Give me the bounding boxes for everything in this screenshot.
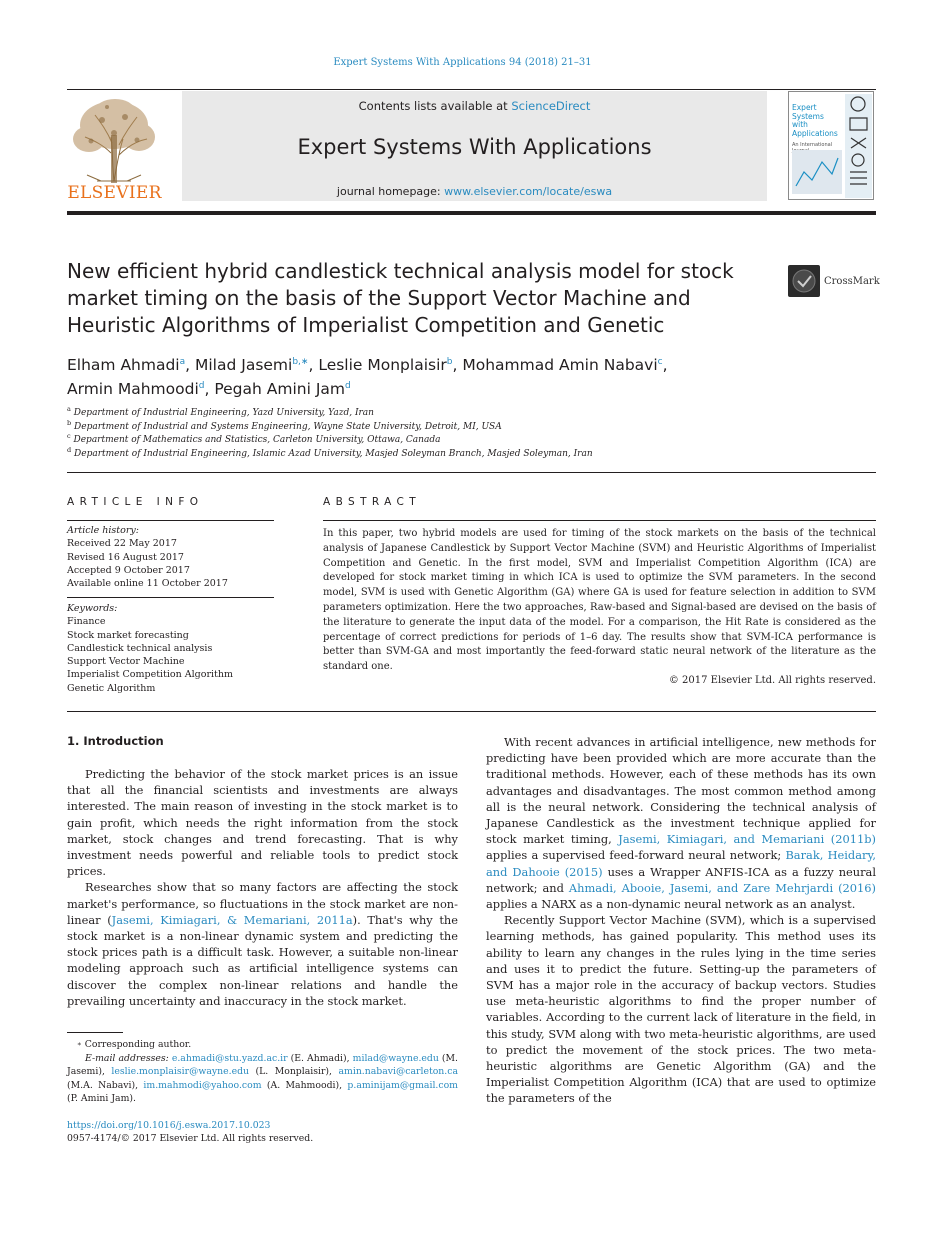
- email-addresses: E-mail addresses: e.ahmadi@stu.yazd.ac.ir (E. Ahmadi), milad@wayne.edu (M. Jasemi), leslie.monplaisir@wayne.edu (L. Monplaisir), amin.nabavi@carleton.ca (M.A. Nabavi), im.mahmodi@yahoo.com (A. Mahmoodi), p.aminijam@gmail.com (P. Amini Jam).: [67, 1052, 459, 1105]
- author-name: Elham Ahmadi: [67, 356, 180, 375]
- citation-link[interactable]: Barak, Heidary, and Dahooie (2015): [486, 848, 876, 879]
- sciencedirect-link[interactable]: ScienceDirect: [511, 99, 591, 113]
- citation-link[interactable]: Jasemi, Kimiagari, & Memariani, 2011a: [111, 912, 353, 927]
- citation-link[interactable]: Jasemi, Kimiagari, and Memariani (2011b): [618, 832, 876, 847]
- citation-link[interactable]: Ahmadi, Abooie, Jasemi, and Zare Mehrjardi (2016): [568, 880, 876, 895]
- history-date: Accepted 9 October 2017: [67, 564, 190, 576]
- paragraph: [67, 766, 458, 879]
- journal-banner: [182, 91, 767, 201]
- paragraph: [67, 879, 458, 1009]
- author-line-2: Armin Mahmoodi$^d$, Pegah Amini Jam$^d$: [67, 380, 351, 399]
- author-line-1: Elham Ahmadi$^a$, Milad Jasemi$^{b,∗}$, Leslie Monplaisir$^b$, Mohammad Amin Nabavi$^c$,: [67, 356, 668, 375]
- email-link[interactable]: milad@wayne.edu: [352, 1052, 439, 1064]
- journal-title: Expert Systems With Applications: [297, 135, 652, 159]
- paragraph-text: With recent advances in artificial intelligence, new methods for predicting have been provided which are more accurate than the traditional methods. However, each of these methods has its own advantages and disadvantages. The most common method among all is the neural network. Considering the technical analysis of Japanese Candlestick as the investment technique applied for stock market timing,: [486, 735, 876, 847]
- keyword: Finance: [67, 616, 106, 628]
- cover-title: Expert Systems with Applications: [792, 103, 838, 138]
- section-rule: [67, 711, 876, 712]
- footnote-rule: [67, 1032, 123, 1033]
- keywords: Keywords: Finance Stock market forecasting Candlestick technical analysis Support Vector Machine Imperialist Competition Algorithm Genetic Algorithm: [67, 602, 274, 695]
- elsevier-wordmark: ELSEVIER: [67, 183, 162, 203]
- paragraph-text: uses a Wrapper ANFIS-ICA as a fuzzy neural network; and: [486, 864, 876, 895]
- journal-citation[interactable]: Expert Systems With Applications 94 (2018) 21–31: [333, 57, 592, 68]
- affiliation: $^c$ Department of Mathematics and Statistics, Carleton University, Ottawa, Canada: [67, 432, 441, 445]
- affiliation: $^d$ Department of Industrial Engineering, Islamic Azad University, Masjed Soleyman Branch, Masjed Soleyman, Iran: [67, 445, 593, 459]
- footnote: [67, 1038, 458, 1106]
- author-affil-link[interactable]: a: [179, 357, 186, 367]
- crossmark-icon: [788, 265, 820, 297]
- doi-link[interactable]: https://doi.org/10.1016/j.eswa.2017.10.023: [67, 1120, 271, 1131]
- author-affil-link[interactable]: b,∗: [292, 357, 309, 367]
- email-link[interactable]: leslie.monplaisir@wayne.edu: [111, 1066, 250, 1078]
- journal-homepage: journal homepage: www.elsevier.com/locate/eswa: [336, 185, 613, 198]
- keyword: Genetic Algorithm: [67, 682, 156, 694]
- paragraph-text: Recently Support Vector Machine (SVM), which is a supervised learning methods, has gained popularity. This method uses its ability to learn any changes in the rules lying in the time series and uses it to predict the future. Setting-up the parameters of SVM has a major role in the accuracy of backup vectors. Studies use meta-heuristic algorithms to find the proper number of variables. According to the current lack of literature in the field, in this study, SVM along with two meta-heuristic algorithms, are used to predict the movement of the stock prices. The two meta-heuristic algorithms are Genetic Algorithm (GA) and the Imperialist Competition Algorithm (ICA) that are used to optimize the parameters of the: [486, 913, 876, 1106]
- email-owner: (A. Mahmoodi),: [261, 1079, 348, 1091]
- cover-figure-icon: [792, 150, 842, 194]
- keyword: Candlestick technical analysis: [67, 642, 213, 654]
- paragraph-text: ). That's why the stock market is a non-linear dynamic system and predicting the stock prices path is a difficult task. However, a suitable non-linear modeling approach such as artificial intelligence systems can discover the complex non-linear relations and handle the prevailing uncertainty and inaccuracy in the stock market.: [67, 912, 458, 1008]
- affiliation: $^b$ Department of Industrial and Systems Engineering, Wayne State University, Detroit, MI, USA: [67, 418, 502, 432]
- header-thick-rule: [67, 211, 876, 215]
- crossmark-badge[interactable]: [788, 265, 880, 297]
- doi-block: [67, 1119, 313, 1145]
- email-owner: (M. Jasemi),: [67, 1052, 458, 1078]
- intro-left-column: [67, 766, 458, 1009]
- author-name: Milad Jasemi: [195, 356, 293, 375]
- author-list: [67, 352, 827, 400]
- author-affil-link[interactable]: d: [345, 381, 351, 392]
- journal-cover[interactable]: [788, 91, 874, 200]
- email-owner: (E. Ahmadi),: [287, 1052, 353, 1064]
- paragraph: [486, 912, 876, 1106]
- author-name: Pegah Amini Jam: [214, 380, 345, 399]
- history-date: Revised 16 August 2017: [67, 551, 184, 563]
- homepage-link[interactable]: www.elsevier.com/locate/eswa: [444, 185, 613, 198]
- abstract-heading: ABSTRACT: [323, 496, 422, 508]
- article-info-heading: ARTICLE INFO: [67, 496, 204, 508]
- keyword: Support Vector Machine: [67, 656, 185, 668]
- section-rule: [67, 472, 876, 473]
- intro-right-column: [486, 734, 876, 1107]
- email-owner: (M.A. Nabavi),: [67, 1079, 144, 1091]
- abstract-copyright: © 2017 Elsevier Ltd. All rights reserved.: [668, 675, 876, 686]
- article-history: Article history: Received 22 May 2017 Revised 16 August 2017 Accepted 9 October 2017 Available online 11 October 2017: [67, 524, 274, 590]
- paragraph-text: Predicting the behavior of the stock market prices is an issue that all the financial scientists and investments are always interested. The main reason of investing in the stock market is to gain profit, which needs the right information from the stock market, stock changes and trend forecasting. That is why investment needs powerful and reliable tools to predict stock prices.: [67, 767, 458, 879]
- author-name: Mohammad Amin Nabavi: [462, 356, 658, 375]
- author-affil-link[interactable]: b: [446, 357, 453, 367]
- paragraph-text: Researches show that so many factors are affecting the stock market's performance, so fluctuations in the stock market are non-linear (: [67, 880, 458, 927]
- article-info-rule: [67, 520, 274, 521]
- cover-graphics-icon: [845, 94, 872, 198]
- author-name: Armin Mahmoodi: [67, 380, 199, 399]
- corresponding-author-note: ∗ Corresponding author.: [77, 1039, 192, 1050]
- author-affil-link[interactable]: c: [657, 357, 663, 367]
- issn-line: 0957-4174/© 2017 Elsevier Ltd. All rights reserved.: [67, 1133, 314, 1144]
- email-link[interactable]: p.aminijam@gmail.com: [347, 1079, 458, 1091]
- paragraph: [486, 734, 876, 912]
- email-link[interactable]: im.mahmodi@yahoo.com: [143, 1079, 262, 1091]
- section-heading-introduction: 1. Introduction: [67, 734, 164, 748]
- cover-subtitle: An International: [792, 142, 833, 148]
- elsevier-logo[interactable]: [67, 95, 162, 203]
- email-owner: (L. Monplaisir),: [249, 1066, 339, 1078]
- affiliation: $^a$ Department of Industrial Engineering, Yazd University, Yazd, Iran: [67, 405, 374, 418]
- abstract-text: In this paper, two hybrid models are used for timing of the stock markets on the basis of the technical analysis of Japanese Candlestick by Support Vector Machine (SVM) and Heuristic Algorithms of Imperialist Competition and Genetic. In the first model, SVM and Imperialist Competition Algorithm (ICA) are developed for stock market timing in which ICA is used to optimize the SVM parameters. In the second model, SVM is used with Genetic Algorithm (GA) where GA is used for feature selection in addition to SVM parameters optimization. Here the two approaches, Raw-based and Signal-based are devised on the basis of the literature to generate the input data of the model. For a comparison, the Hit Rate is considered as the percentage of correct predictions for periods of 1–6 day. The results show that SVM-ICA performance is better than SVM-GA and most importantly the feed-forward static neural network of the literature as the standard one.: [323, 528, 876, 673]
- history-date: Received 22 May 2017: [67, 538, 177, 550]
- keywords-rule: [67, 597, 274, 598]
- paragraph-text: applies a NARX as a non-dynamic neural network as an analyst.: [486, 897, 856, 912]
- abstract-rule: [323, 520, 876, 521]
- paragraph-text: applies a supervised feed-forward neural network;: [486, 848, 786, 863]
- keyword: Stock market forecasting: [67, 629, 189, 641]
- author-name: Leslie Monplaisir: [318, 356, 447, 375]
- author-affil-link[interactable]: d: [198, 381, 205, 392]
- header-rule: [67, 89, 876, 90]
- history-date: Available online 11 October 2017: [67, 578, 228, 590]
- article-title: New efficient hybrid candlestick technical analysis model for stock market timing on the basis of the Support Vector Machine and Heuristic Algorithms of Imperialist Competition and Genetic: [67, 259, 734, 337]
- crossmark-label: CrossMark: [824, 276, 880, 287]
- keyword: Imperialist Competition Algorithm: [67, 669, 233, 681]
- email-link[interactable]: amin.nabavi@carleton.ca: [338, 1066, 459, 1078]
- contents-line: Contents lists available at ScienceDirect: [358, 99, 591, 113]
- email-owner: (P. Amini Jam).: [67, 1093, 136, 1105]
- email-link[interactable]: e.ahmadi@stu.yazd.ac.ir: [171, 1052, 288, 1064]
